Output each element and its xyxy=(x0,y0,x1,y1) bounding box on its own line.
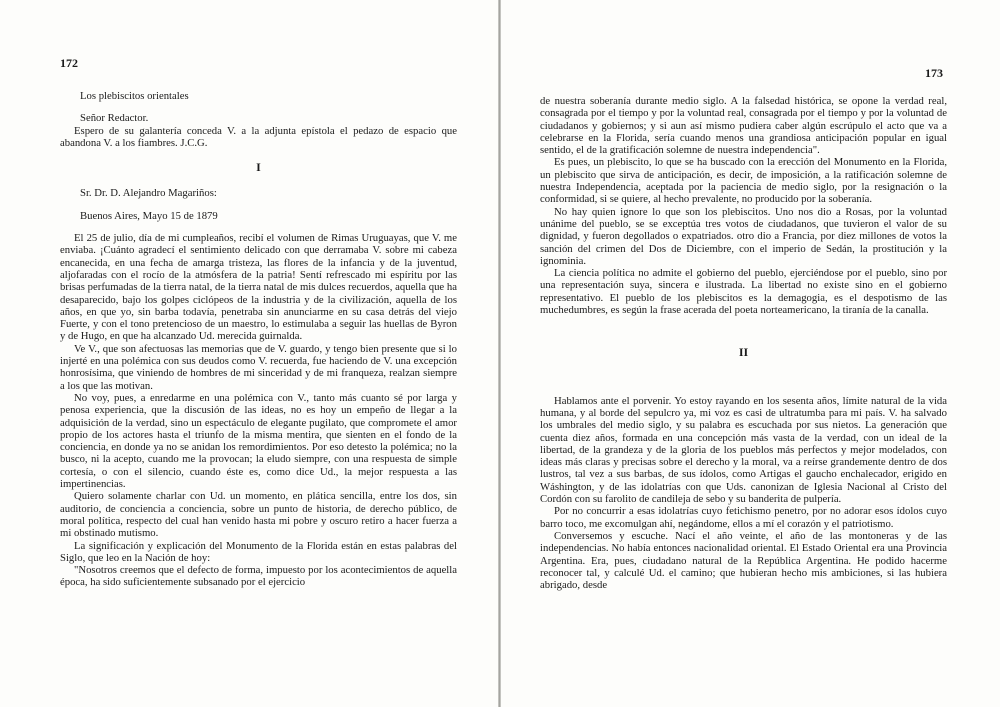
paragraph: El 25 de julio, día de mi cumpleaños, recibí el volumen de Rimas Uruguayas, que V. me enviaba. ¡Cuánto agradecí el sentimiento delicado con que derramaba V. sobre mi cabeza encanecida, en una fecha de amarga tristeza, las flores de la infancia y de la juventud, aljofaradas con el rocío de la atmósfera de la patria! Sentí refrescado mi espíritu por las brisas perfumadas de la tierra natal, de la tierra natal de mis dulces recuerdos, aquella que ha desaparecido, bajo los golpes ciclópeos de la industria y de la civilización, aquella de los años, en que yo, sin barba todavía, penetraba sin anunciarme en su casa detrás del viejo Fuerte, y con el tono pretencioso de un maestro, lo estimulaba a seguir las huellas de Byron y de Hugo, en que ha alcanzado Ud. merecida guirnalda. xyxy=(60,232,457,343)
section-heading-2: II xyxy=(738,345,749,360)
article-title: Los plebiscitos orientales xyxy=(80,90,189,102)
intro-paragraph: Espero de su galantería conceda V. a la adjunta epístola el pedazo de espacio que abandona V. a los fiambres. J.C.G. xyxy=(60,124,457,149)
left-page-text xyxy=(60,90,457,589)
paragraph: No hay quien ignore lo que son los plebiscitos. Uno nos dio a Rosas, por la voluntad unánime del pueblo, se se exceptúa tres votos de ciudadanos, que tuvieron el valor de su dignidad, y fueron degollados o expatriados. otro dio a Francia, por diez millones de votos la sanción del crimen del Dos de Diciembre, con el imperio de Sedán, la prostitución y la ignominia. xyxy=(540,205,947,267)
paragraph: Conversemos y escuche. Nací el año veinte, el año de las montoneras y de las independencias. No había entonces nacionalidad oriental. El Estado Oriental era una Provincia Argentina. Era, pues, ciudadano natural de la República Argentina. He podido hacerme reconocer tal, y calculé Ud. el camino; que hubieran hecho mis ambiciones, si las hubiera abrigado, desde xyxy=(540,529,947,592)
right-page xyxy=(500,0,1000,707)
paragraph: Es pues, un plebiscito, lo que se ha buscado con la erección del Monumento en la Florida, un plebiscito que sirva de anticipación, es decir, de imposición, a la ratificación solemne de nuestra Independencia, aceptada por la paciencia de medio siglo, por la resignación o la conformidad, si se quiere, al hecho prevalente, no producido por la soberanía. xyxy=(540,156,947,206)
salutation: Señor Redactor. xyxy=(80,112,149,125)
paragraph: Hablamos ante el porvenir. Yo estoy rayando en los sesenta años, límite natural de la vida humana, y al borde del sepulcro ya, mi voz es casi de ultratumba para mi país. V. ha salvado los umbrales del medio siglo, y su palabra es escuchada por sus nietos. La generación que cuenta diez años, formada en una concepción más vasta de la verdad, con un ideal de la libertad, de la grandeza y de la gloria de los pueblos más perfectos y mejor modelados, con ideas más claras y precisas sobre el derecho y la moral, va a reírse grandemente dentro de dos lustros, tal vez a sus barbas, de sus ídolos, como Artigas el gaucho enchalecador, erigido en Wáshington, y de las idolatrías con que Uds. canonizan de Iglesia Nacional al Cristo del Cordón con su farolito de candileja de sebo y su banderita de pulpería. xyxy=(540,394,947,506)
date-line: Buenos Aires, Mayo 15 de 1879 xyxy=(80,209,218,222)
paragraph: No voy, pues, a enredarme en una polémica con V., tanto más cuanto sé por larga y penosa experiencia, que la discusión de las ideas, no es hoy un empeño de llegar a la adquisición de la verdad, sino un espectáculo de elegante pugilato, que compromete el amor propio de los actores hasta el triunfo de la misma mentira, que sienten en el fondo de la conciencia, en donde ya no se anidan los remordimientos. Por eso detesto la polémica; no la busco, ni la acepto, cuando me la provocan; la eludo siempre, con una respuesta de simple cortesía, o con el silencio, cuando éste es, como dice Ud., la mejor respuesta a las impertinencias. xyxy=(60,391,457,491)
page-number-right: 173 xyxy=(925,66,943,80)
paragraph: Ve V., que son afectuosas las memorias que de V. guardo, y tengo bien presente que si lo injerté en una polémica con sus deudos como V. recuerda, fue haciendo de V. una excepción honrosísima, que viniendo de hombres de mi sinceridad y de mi franqueza, realzan siempre a los que las motivan. xyxy=(60,342,457,392)
paragraph: de nuestra soberanía durante medio siglo. A la falsedad histórica, se opone la verdad real, consagrada por el tiempo y por la voluntad real, consagrada por el tiempo y por la voluntad de ciudadanos y gobiernos; y si aun así mismo pudiera caber algún escrúpulo el acto que va a celebrarse en la Florida, sería cuando menos una grandiosa anticipación popular en igual sentido, el de la gratificación solemne de nuestra independencia". xyxy=(540,95,947,157)
page-number-left: 172 xyxy=(60,56,78,70)
section-heading-1: I xyxy=(256,160,261,175)
paragraph: La ciencia política no admite el gobierno del pueblo, ejerciéndose por el pueblo, sino por una representación suya, sincera e ilustrada. La libertad no existe sino en el gobierno representativo. El pueblo de los plebiscitos es la demagogia, es el despotismo de las muchedumbres, es según la frase acerada del poeta norteamericano, la tiranía de la canalla. xyxy=(540,267,947,317)
paragraph: Por no concurrir a esas idolatrías cuyo fetichismo penetro, por no adorar esos ídolos cuyo barro toco, me excomulgan ahí, negándome, ellos a mí el corazón y el patriotismo. xyxy=(540,505,947,530)
paragraph: "Nosotros creemos que el defecto de forma, impuesto por los acontecimientos de aquella época, ha sido suficientemente subsanado por el ejercicio xyxy=(60,564,457,589)
right-page-text xyxy=(540,95,947,591)
addressee: Sr. Dr. D. Alejandro Magariños: xyxy=(80,187,217,200)
paragraph: La significación y explicación del Monumento de la Florida están en estas palabras del Siglo, que leo en la Nación de hoy: xyxy=(60,539,457,564)
paragraph: Quiero solamente charlar con Ud. un momento, en plática sencilla, entre los dos, sin auditorio, de conciencia a conciencia, sobre un punto de historia, de derecho público, de moral política, respecto del cual han venido hasta mi pobre y oscuro retiro a hacer fuerza a mi obstinado mutismo. xyxy=(60,490,457,540)
